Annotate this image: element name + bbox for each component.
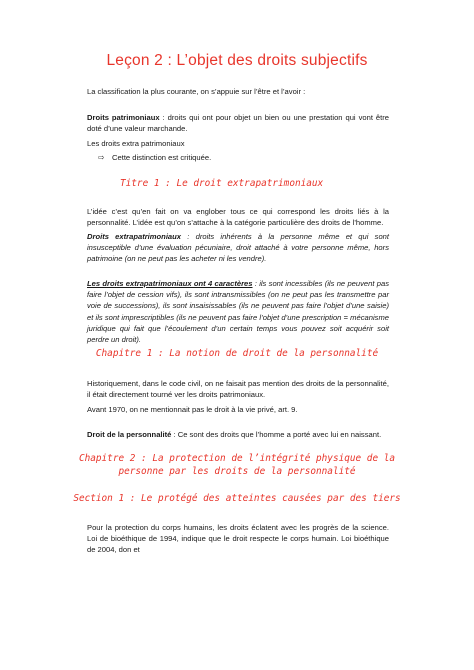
critique-text: Cette distinction est critiquée. (112, 153, 212, 162)
critique-bullet (98, 152, 400, 163)
historique-paragraph: Historiquement, dans le code civil, on ne faisait pas mention des droits de la personnalité, il était directement tourné ver les droits patrimoniaux. (87, 379, 389, 400)
chapitre-2-heading-line-1: Chapitre 2 : La protection de l’intégrité physique de la (78, 453, 396, 464)
extrapatrimoniaux-paragraph (87, 231, 389, 265)
idee-paragraph: L’idée c’est qu’en fait on va englober tous ce qui correspond les droits liés à la personnalité. L’idée est qu’on s’attache à la catégorie particulière des droits de l’homme. (87, 207, 389, 228)
chapitre-1-heading: Chapitre 1 : La notion de droit de la personnalité (95, 348, 379, 359)
chapitre-2-heading-line-2: personne par les droits de la personnalité (118, 466, 356, 477)
extrapatrimoniaux-term: Droits extrapatrimoniaux (87, 232, 182, 241)
titre-1-heading: Titre 1 : Le droit extrapatrimoniaux (120, 178, 324, 189)
patrimoniaux-paragraph (87, 112, 389, 134)
patrimoniaux-definition: : droits qui ont pour objet un bien ou une prestation qui vont être doté d’une valeur marchande. (87, 113, 389, 134)
intro-paragraph: La classification la plus courante, on s’appuie sur l’être et l’avoir : (87, 87, 306, 96)
caracteres-definition: : ils sont incessibles (ils ne peuvent pas faire l’objet de cession vifs), ils sont intransmissibles (on ne peut pas les transmettre par voie de successions), ils sont insaisissables (ils ne peuvent pas faire l’objet d’une saisie) et ils sont imprescriptibles (ils ne peuvent pas faire l’objet d’une prescription = mécanisme juridique qui fait que l’écoulement d’un certain temps vous pouvez soit acquérir soit perdre un droit). (87, 279, 389, 345)
section-1-heading: Section 1 : Le protégé des atteintes causées par des tiers (73, 493, 401, 504)
avant-1970-paragraph: Avant 1970, on ne mentionnait pas le droit à la vie privé, art. 9. (87, 405, 298, 414)
extra-patrimoniaux-line: Les droits extra patrimoniaux (87, 139, 185, 148)
arrow-right-icon: ⇨ (98, 153, 105, 162)
droit-personnalite-definition: : Ce sont des droits que l’homme a porté avec lui en naissant. (171, 430, 382, 439)
droit-personnalite-paragraph (87, 429, 389, 440)
droit-personnalite-term: Droit de la personnalité (87, 430, 172, 439)
patrimoniaux-term: Droits patrimoniaux (87, 113, 160, 122)
lesson-title: Leçon 2 : L’objet des droits subjectifs (106, 52, 368, 69)
extrapatrimoniaux-definition: : droits inhérents à la personne même et qui sont insusceptible d’une évaluation pécuniaire, droit attaché à votre personne même, hors patrimoine (on ne peut pas les acheter ni les vendre). (87, 232, 389, 264)
caracteres-term: Les droits extrapatrimoniaux ont 4 caractères (87, 279, 253, 288)
protection-paragraph: Pour la protection du corps humains, les droits éclatent avec les progrès de la science. Loi de bioéthique de 1994, indique que le droit respecte le corps humain. Loi bioéthique de 2004, don et (87, 523, 389, 555)
caracteres-paragraph (87, 278, 389, 345)
